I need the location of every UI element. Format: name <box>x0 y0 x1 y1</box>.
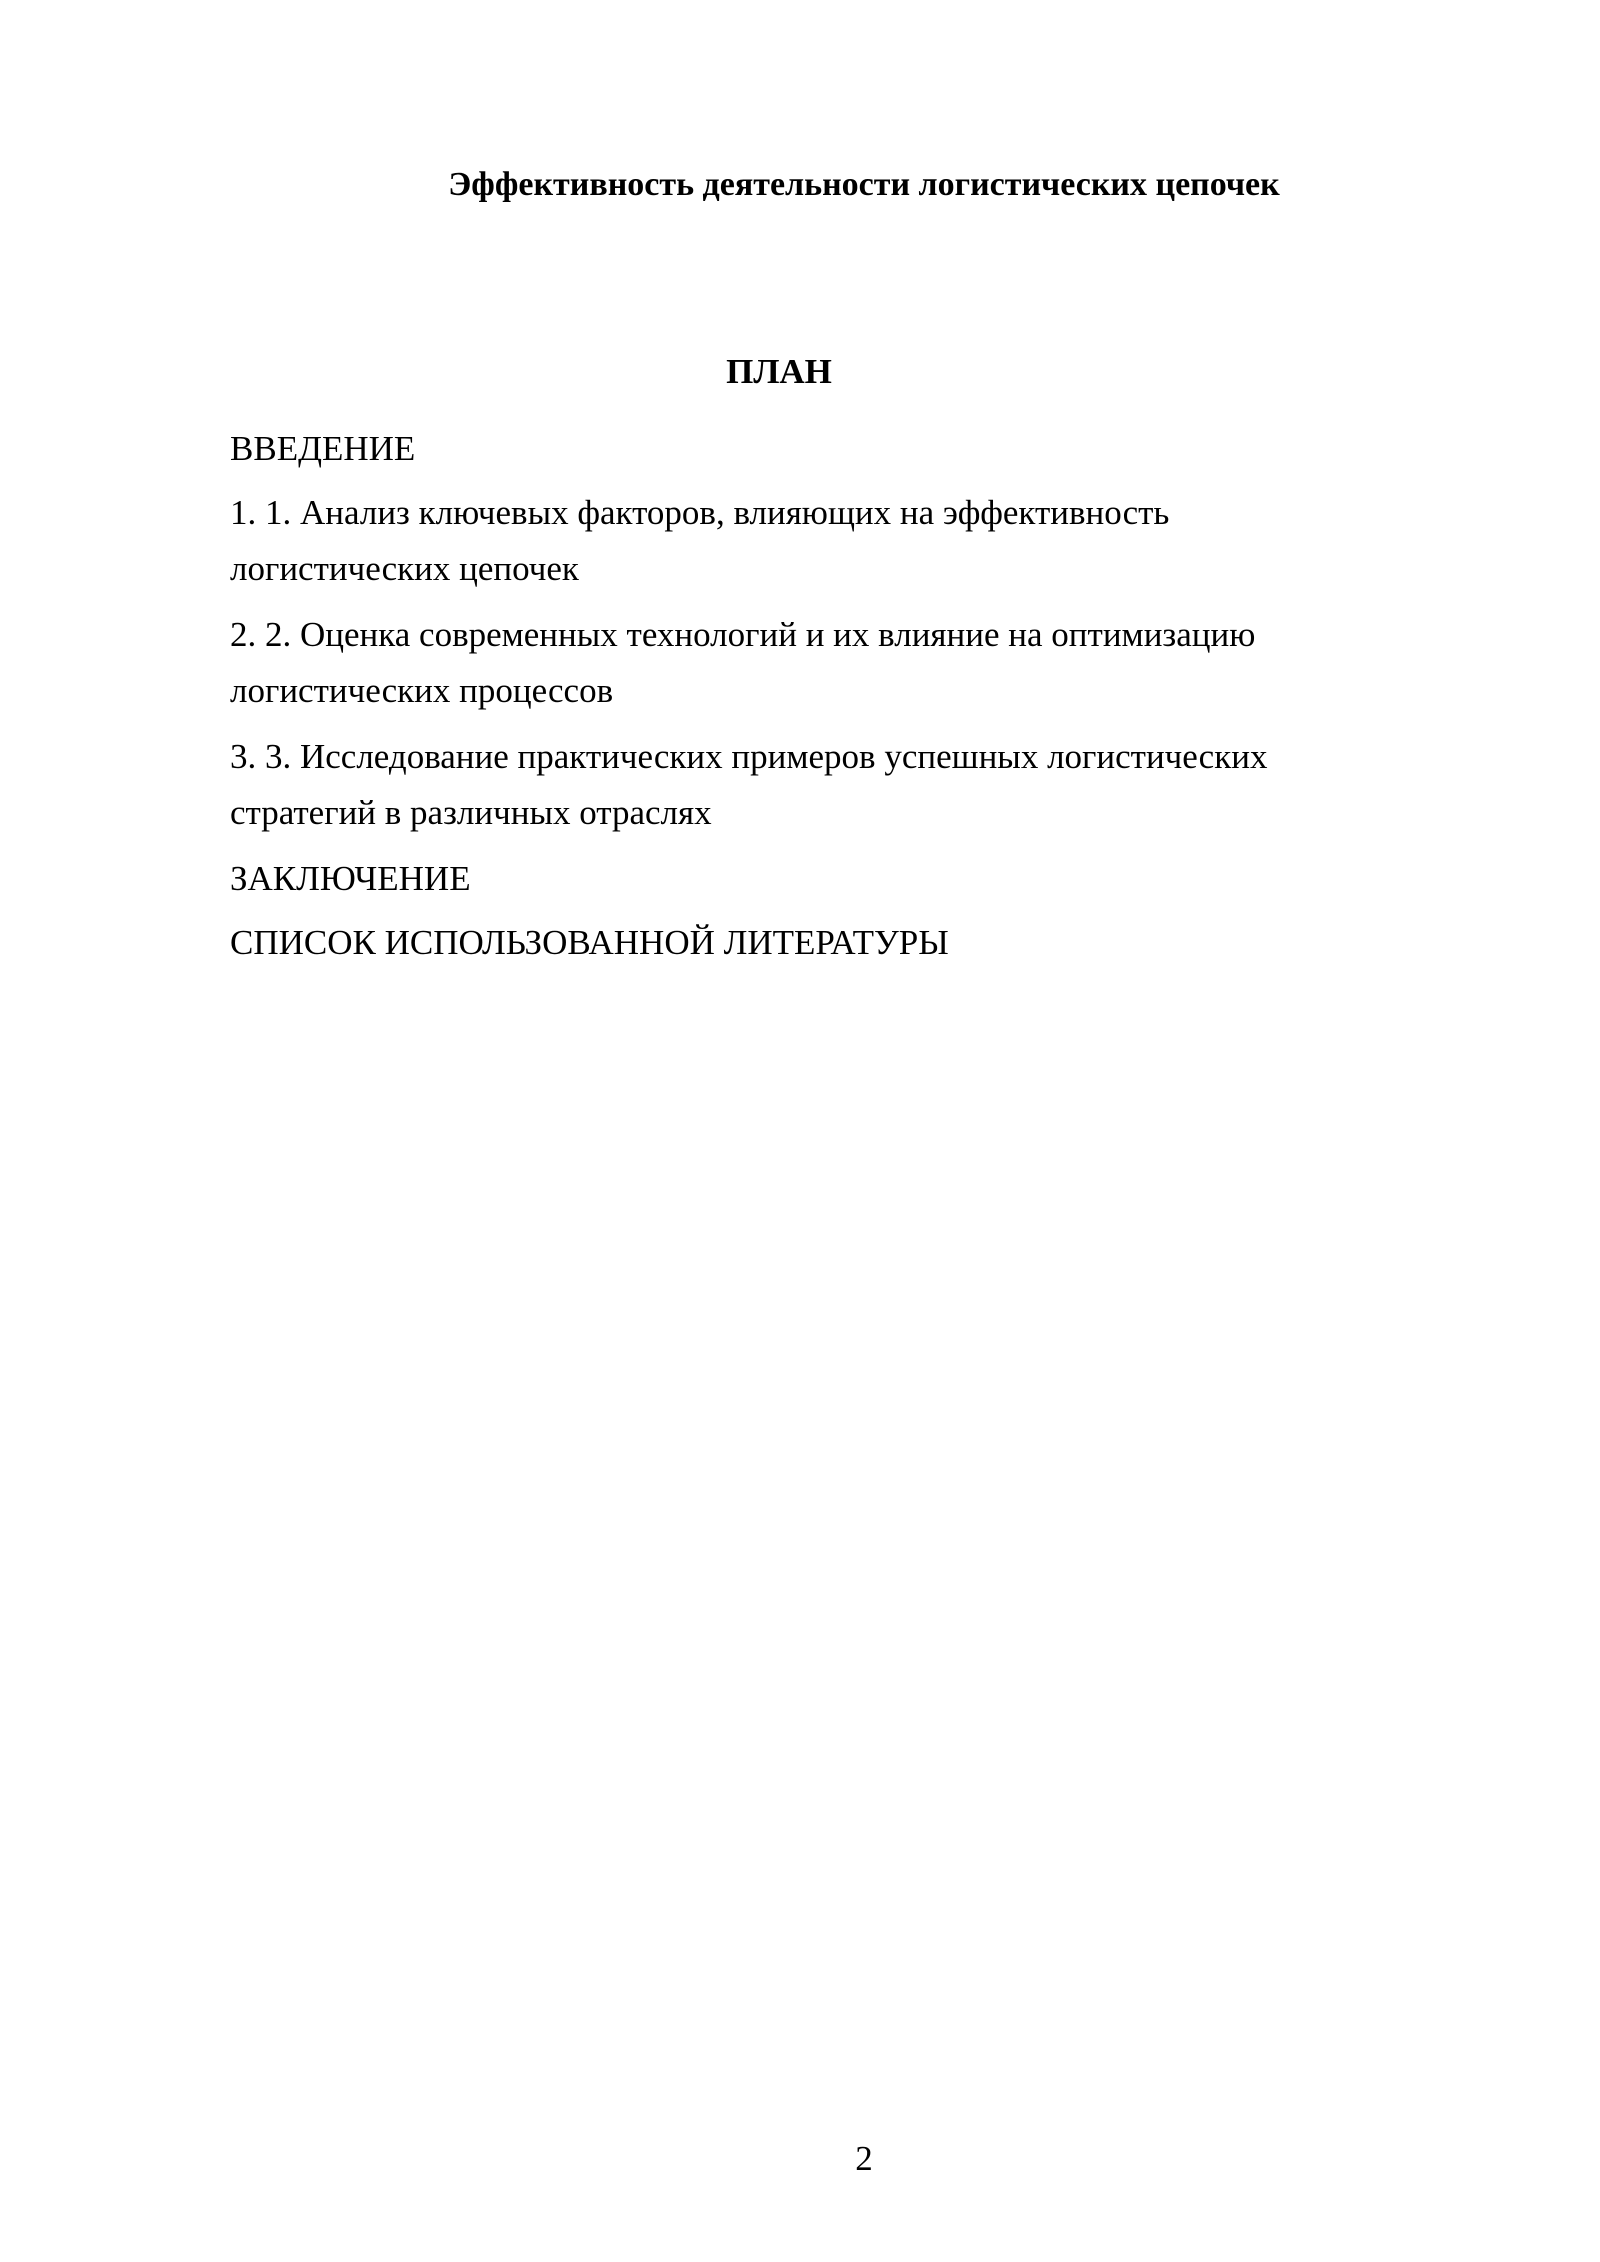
toc-item-chapter-1: 1. 1. Анализ ключевых факторов, влияющих на эффективность логистических цепочек <box>230 493 1170 588</box>
document-title: Эффективность деятельности логистических цепочек <box>448 166 1280 203</box>
toc-item-chapter-3: 3. 3. Исследование практических примеров успешных логистических стратегий в различных отраслях <box>230 737 1268 832</box>
table-of-contents <box>230 421 1360 979</box>
toc-item-references: СПИСОК ИСПОЛЬЗОВАННОЙ ЛИТЕРАТУРЫ <box>230 923 949 962</box>
toc-item-chapter-2: 2. 2. Оценка современных технологий и их влияние на оптимизацию логистических процессов <box>230 615 1256 710</box>
plan-heading: ПЛАН <box>726 352 832 391</box>
toc-item-conclusion: ЗАКЛЮЧЕНИЕ <box>230 859 471 898</box>
page-number: 2 <box>855 2139 873 2178</box>
toc-item-introduction: ВВЕДЕНИЕ <box>230 429 416 468</box>
